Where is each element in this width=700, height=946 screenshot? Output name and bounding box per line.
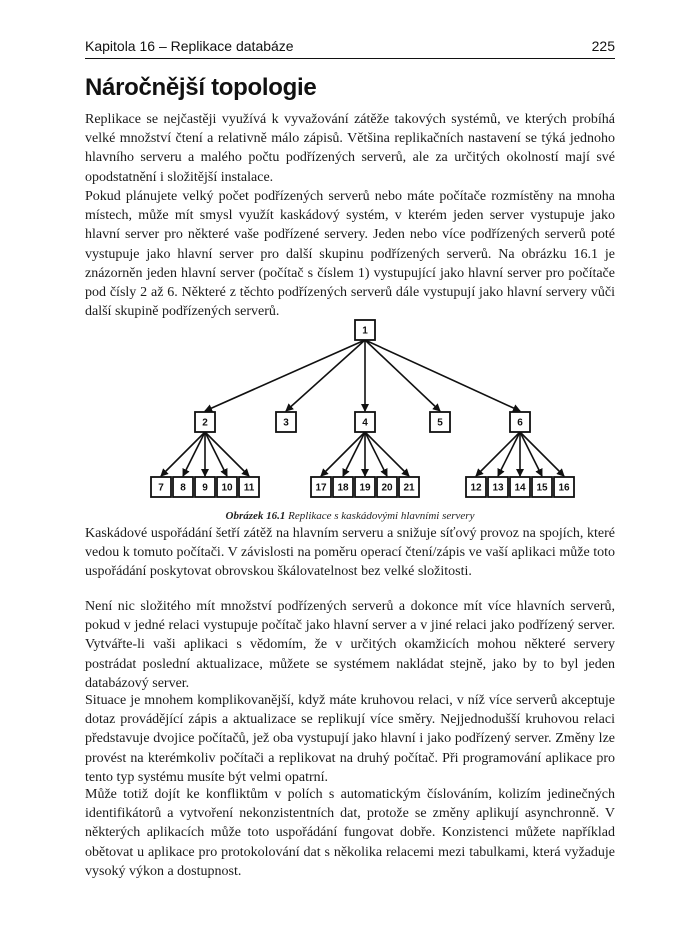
arrow-6-to-15 bbox=[520, 432, 542, 476]
server-node-19-label: 19 bbox=[359, 482, 371, 494]
page-number: 225 bbox=[591, 38, 615, 54]
arrow-2-to-8 bbox=[183, 432, 205, 476]
arrow-1-to-2 bbox=[205, 340, 365, 411]
server-node-12-label: 12 bbox=[470, 482, 482, 494]
arrow-1-to-5 bbox=[365, 340, 440, 411]
server-node-3 bbox=[276, 412, 296, 432]
server-node-17-label: 17 bbox=[315, 482, 327, 494]
arrow-6-to-13 bbox=[498, 432, 520, 476]
server-node-18 bbox=[333, 477, 353, 497]
paragraph-5: Situace je mnohem komplikovanější, když máte kruhovou relaci, v níž více serverů akceptuje dotaz provádějící zápis a aktualizace se replikují více směry. Nejjednodušší kruhovou relaci představuje dvojice počítačů, jež oba vystupují jako hlavní i jako podřízený server. Změny lze provést na kterémkoliv počítači a replikovat na druhý počítač. Při programování aplikace pro tento typ systému musíte být velmi opatrní. bbox=[85, 693, 615, 785]
server-node-1-label: 1 bbox=[362, 325, 368, 337]
server-node-8-label: 8 bbox=[180, 482, 186, 494]
server-node-11 bbox=[239, 477, 259, 497]
server-node-4-label: 4 bbox=[362, 417, 368, 429]
server-node-8 bbox=[173, 477, 193, 497]
paragraph-4: Není nic složitého mít množství podřízených serverů a dokonce mít více hlavních serverů, pokud v jedné relaci vystupuje počítač jako hlavní server a v jiné relaci jako podřízený server. Vytvářte-li vaši aplikaci s vědomím, že v určitých okamžicích mohou některé servery postrádat poslední aktualizace, můžete se systémem nakládat stejně, jako by to byl jeden databázový server. bbox=[85, 599, 615, 691]
arrow-6-to-12 bbox=[476, 432, 520, 476]
arrow-2-to-7 bbox=[161, 432, 205, 476]
server-node-20-label: 20 bbox=[381, 482, 393, 494]
server-node-10 bbox=[217, 477, 237, 497]
server-node-2 bbox=[195, 412, 215, 432]
figure-caption bbox=[85, 510, 615, 522]
server-node-6 bbox=[510, 412, 530, 432]
server-node-9-label: 9 bbox=[202, 482, 208, 494]
arrow-4-to-17 bbox=[321, 432, 365, 476]
paragraph-6: Může totiž dojít ke konfliktům v polích s automatickým číslováním, kolizím jedinečných identifikátorů a vytvoření nekonzistentních dat, protože se změny aplikují asynchronně. V některých aplikacích může toto uspořádání fungovat dobře. Konzistenci můžete například obětovat u aplikace pro protokolování dat s několika relacemi mezi tabulkami, která vyžaduje vysoký výkon a dostupnost. bbox=[85, 787, 615, 879]
section-heading: Náročnější topologie bbox=[85, 74, 317, 101]
server-node-18-label: 18 bbox=[337, 482, 349, 494]
arrow-1-to-3 bbox=[286, 340, 365, 411]
server-node-5 bbox=[430, 412, 450, 432]
server-node-2-label: 2 bbox=[202, 417, 208, 429]
server-node-19 bbox=[355, 477, 375, 497]
server-node-12 bbox=[466, 477, 486, 497]
server-node-21 bbox=[399, 477, 419, 497]
paragraph-2: Pokud plánujete velký počet podřízených serverů nebo máte počítače rozmístěny na mnoha místech, může mít smysl využít kaskádový systém, v kterém jeden server vystupuje jako hlavní server pro některé vaše podřízené servery. Jeden nebo více podřízených serverů poté vystupuje jako hlavní server pro další skupinu podřízených serverů. Na obrázku 16.1 je znázorněn jeden hlavní server (počítač s číslem 1) vystupující jako hlavní server pro počítače pod čísly 2 až 6. Některé z těchto podřízených serverů dále vystupují jako hlavní servery vůči další skupině podřízených serverů. bbox=[85, 189, 615, 320]
server-node-5-label: 5 bbox=[437, 417, 443, 429]
server-node-16-label: 16 bbox=[558, 482, 570, 494]
arrow-2-to-11 bbox=[205, 432, 249, 476]
server-node-21-label: 21 bbox=[403, 482, 415, 494]
arrow-4-to-20 bbox=[365, 432, 387, 476]
arrow-4-to-21 bbox=[365, 432, 409, 476]
server-node-1 bbox=[355, 320, 375, 340]
server-node-6-label: 6 bbox=[517, 417, 523, 429]
server-node-7-label: 7 bbox=[158, 482, 164, 494]
arrow-6-to-16 bbox=[520, 432, 564, 476]
server-node-13 bbox=[488, 477, 508, 497]
arrow-1-to-6 bbox=[365, 340, 520, 411]
server-node-11-label: 11 bbox=[243, 482, 255, 494]
server-node-17 bbox=[311, 477, 331, 497]
running-header bbox=[85, 38, 615, 58]
arrow-4-to-18 bbox=[343, 432, 365, 476]
server-node-3-label: 3 bbox=[283, 417, 289, 429]
paragraph-3: Kaskádové uspořádání šetří zátěž na hlavním serveru a snižuje síťový provoz na spojích, které vedou k tomuto počítači. V závislosti na poměru operací čtení/zápis ve vaší aplikaci může toto uspořádání poskytovat obrovskou škálovatelnost bez velké složitosti. bbox=[85, 526, 615, 580]
header-rule bbox=[85, 58, 615, 59]
server-node-10-label: 10 bbox=[221, 482, 233, 494]
server-node-7 bbox=[151, 477, 171, 497]
server-node-14-label: 14 bbox=[514, 482, 526, 494]
paragraph-1: Replikace se nejčastěji využívá k vyvažování zátěže takových systémů, ve kterých probíhá velké množství čtení a relativně málo zápisů. Většina replikačních nastavení se týká jednoho hlavního serveru a malého počtu podřízených serverů, ale za určitých okolností mají své opodstatnění i složitější instalace. bbox=[85, 112, 615, 185]
server-node-16 bbox=[554, 477, 574, 497]
server-node-4 bbox=[355, 412, 375, 432]
server-node-15 bbox=[532, 477, 552, 497]
server-node-14 bbox=[510, 477, 530, 497]
arrow-2-to-10 bbox=[205, 432, 227, 476]
server-node-15-label: 15 bbox=[536, 482, 548, 494]
cascade-replication-diagram bbox=[140, 317, 580, 507]
server-node-20 bbox=[377, 477, 397, 497]
figure-caption-label: Obrázek 16.1 bbox=[225, 510, 286, 522]
chapter-title: Kapitola 16 – Replikace databáze bbox=[85, 38, 294, 54]
server-node-13-label: 13 bbox=[492, 482, 504, 494]
figure-caption-text: Replikace s kaskádovými hlavními servery bbox=[288, 510, 475, 522]
server-node-9 bbox=[195, 477, 215, 497]
